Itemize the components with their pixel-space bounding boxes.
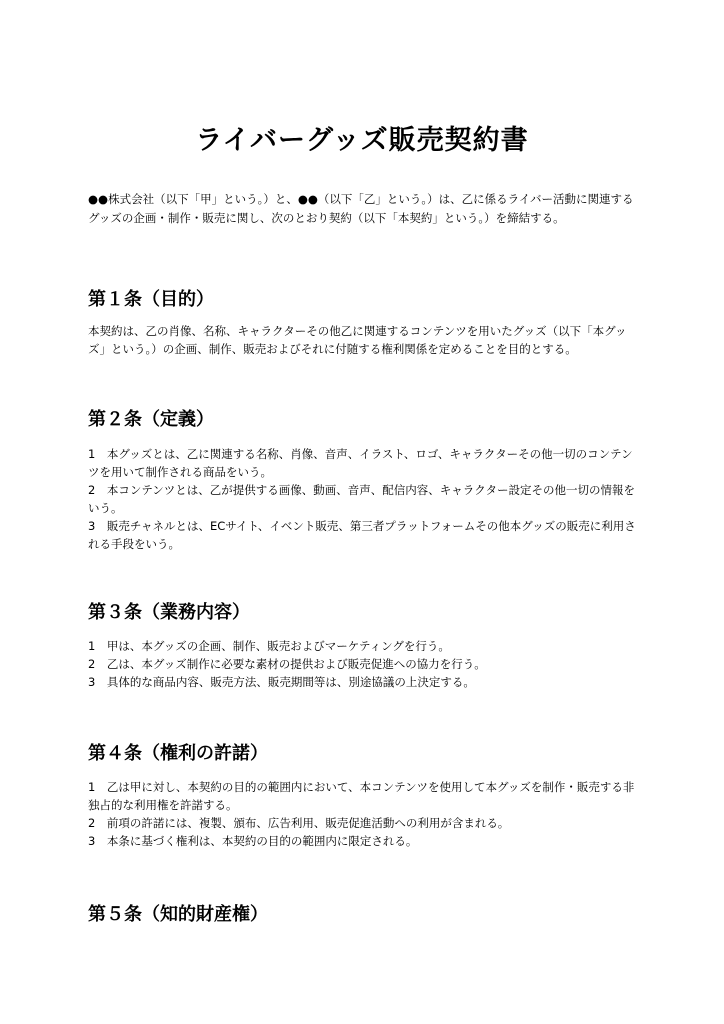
article-4-item-2: 2 前項の許諾には、複製、頒布、広告利用、販売促進活動への利用が含まれる。 — [88, 816, 510, 830]
article-3-item-2: 2 乙は、本グッズ制作に必要な素材の提供および販売促進への協力を行う。 — [88, 657, 486, 671]
article-1-body — [88, 322, 643, 358]
article-3-heading: 第３条（業務内容） — [88, 602, 250, 623]
article-2-item-3: 3 販売チャネルとは、ECサイト、イベント販売、第三者プラットフォームその他本グッズの販売に利用される手段をいう。 — [88, 519, 636, 551]
article-1-heading: 第１条（目的） — [88, 289, 214, 310]
article-2-heading: 第２条（定義） — [88, 409, 214, 430]
article-4-item-1: 1 乙は甲に対し、本契約の目的の範囲内において、本コンテンツを使用して本グッズを制作・販売する非独占的な利用権を許諾する。 — [88, 780, 635, 812]
article-5-heading: 第５条（知的財産権） — [88, 904, 268, 925]
article-2-item-1: 1 本グッズとは、乙に関連する名称、肖像、音声、イラスト、ロゴ、キャラクターその他一切のコンテンツを用いて制作される商品をいう。 — [88, 447, 633, 479]
article-3-body — [88, 637, 643, 691]
article-4-body — [88, 778, 643, 850]
article-2-item-2: 2 本コンテンツとは、乙が提供する画像、動画、音声、配信内容、キャラクター設定その他一切の情報をいう。 — [88, 483, 636, 515]
article-3-item-3: 3 具体的な商品内容、販売方法、販売期間等は、別途協議の上決定する。 — [88, 675, 475, 689]
article-1-paragraph: 本契約は、乙の肖像、名称、キャラクターその他乙に関連するコンテンツを用いたグッズ（以下「本グッズ」という。）の企画、制作、販売およびそれに付随する権利関係を定めることを目的とする。 — [88, 324, 627, 356]
article-4-heading: 第４条（権利の許諾） — [88, 743, 268, 764]
intro-paragraph: ●●株式会社（以下「甲」という。）と、●●（以下「乙」という。）は、乙に係るライバー活動に関連するグッズの企画・制作・販売に関し、次のとおり契約（以下「本契約」という。）を締結する。 — [88, 192, 634, 225]
article-2-body — [88, 445, 643, 553]
document-title: ライバーグッズ販売契約書 — [195, 125, 529, 156]
article-4-item-3: 3 本条に基づく権利は、本契約の目的の範囲内に限定される。 — [88, 834, 418, 848]
article-3-item-1: 1 甲は、本グッズの企画、制作、販売およびマーケティングを行う。 — [88, 639, 450, 653]
